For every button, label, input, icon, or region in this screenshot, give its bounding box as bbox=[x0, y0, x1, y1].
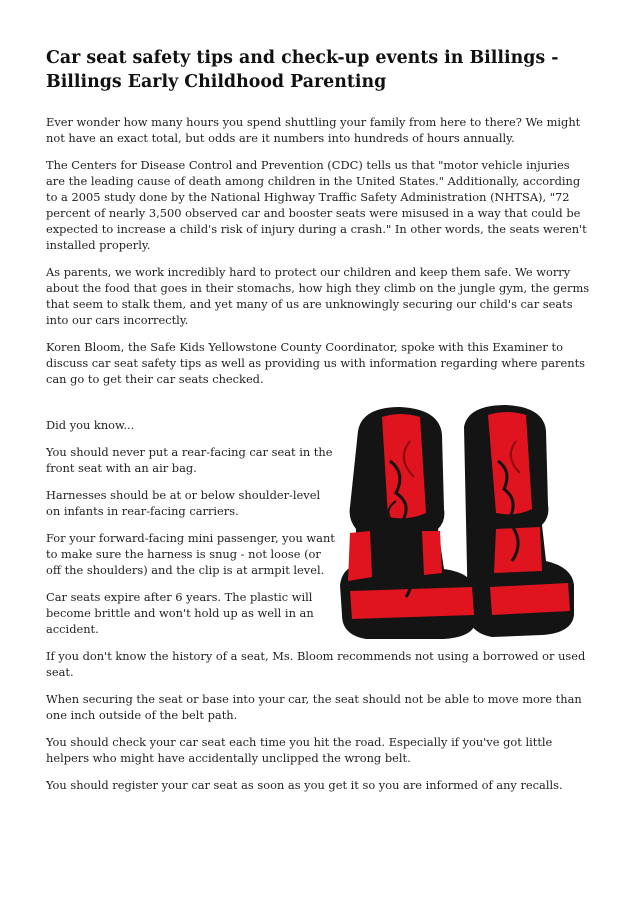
tip-paragraph: Did you know... bbox=[46, 418, 135, 432]
tip-paragraph: You should check your car seat each time you hit the road. Especially if you've got little helpers who might have accidentally unclipped the wrong belt. bbox=[46, 735, 553, 765]
tip-paragraph: Harnesses should be at or below shoulder-level on infants in rear-facing carriers. bbox=[46, 488, 321, 518]
article bbox=[46, 46, 592, 804]
tip-paragraph: For your forward-facing mini passenger, you want to make sure the harness is snug - not loose (or off the shoulders) and the clip is at armpit level. bbox=[46, 531, 335, 577]
car-seat-covers-image bbox=[336, 401, 586, 641]
left-seat-cover bbox=[340, 407, 476, 639]
intro-paragraph: The Centers for Disease Control and Prevention (CDC) tells us that "motor vehicle injuries are the leading cause of death among children in the United States." Additionally, according to a 2005 study done by the National Highway Traffic Safety Administration (NHTSA), "72 percent of nearly 3,500 observed car and booster seats were misused in a way that could be expected to increase a child's risk of injury during a crash." In other words, the seats weren't installed properly. bbox=[46, 158, 587, 252]
intro-paragraph: Koren Bloom, the Safe Kids Yellowstone County Coordinator, spoke with this Examiner to discuss car seat safety tips as well as providing us with information regarding where parents can go to get their car seats checked. bbox=[46, 340, 586, 386]
article-title: Car seat safety tips and check-up events in Billings - Billings Early Childhood Parenting bbox=[46, 48, 559, 92]
intro-paragraph: Ever wonder how many hours you spend shuttling your family from here to there? We might not have an exact total, but odds are it numbers into hundreds of hours annually. bbox=[46, 115, 581, 145]
tips-with-image bbox=[46, 417, 592, 637]
tip-paragraph: If you don't know the history of a seat, Ms. Bloom recommends not using a borrowed or used seat. bbox=[46, 649, 586, 679]
tip-paragraph: You should register your car seat as soon as you get it so you are informed of any recalls. bbox=[46, 778, 563, 792]
tip-paragraph: You should never put a rear-facing car seat in the front seat with an air bag. bbox=[46, 445, 333, 475]
tip-paragraph: When securing the seat or base into your car, the seat should not be able to move more than one inch outside of the belt path. bbox=[46, 692, 582, 722]
intro-paragraph: As parents, we work incredibly hard to protect our children and keep them safe. We worry about the food that goes in their stomachs, how high they climb on the jungle gym, the germs that seem to stalk them, and yet many of us are unknowingly securing our child's car seats into our cars incorrectly. bbox=[46, 265, 590, 327]
right-seat-cover bbox=[464, 405, 574, 637]
tip-paragraph: Car seats expire after 6 years. The plastic will become brittle and won't hold up as well in an accident. bbox=[46, 590, 314, 636]
